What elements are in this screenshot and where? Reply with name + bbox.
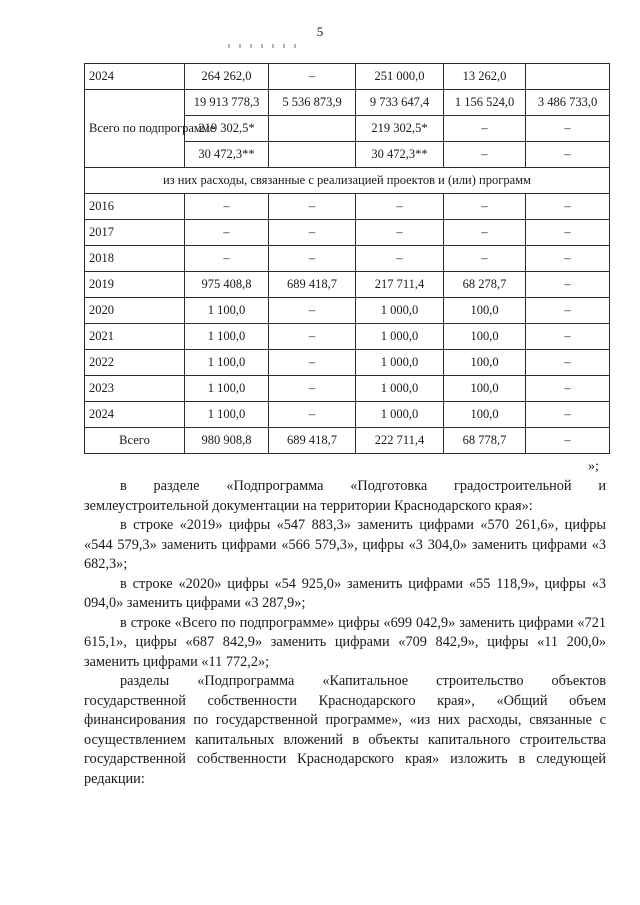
table-cell: 68 278,7	[444, 272, 526, 298]
table-cell: –	[526, 272, 610, 298]
table-cell: –	[185, 220, 269, 246]
projects-total-label: Всего	[85, 428, 185, 454]
table-row-2024	[85, 64, 610, 90]
table-cell: 30 472,3**	[356, 142, 444, 168]
table-cell: 100,0	[444, 350, 526, 376]
table-row	[85, 246, 610, 272]
table-cell: –	[526, 350, 610, 376]
total-row-main	[85, 90, 610, 116]
table-cell: –	[269, 324, 356, 350]
table-cell: 100,0	[444, 402, 526, 428]
table-cell: 1 100,0	[185, 350, 269, 376]
table-cell: –	[356, 194, 444, 220]
table-cell: –	[526, 428, 610, 454]
table-cell: –	[526, 194, 610, 220]
table-cell: 1 156 524,0	[444, 90, 526, 116]
table-cell: –	[526, 142, 610, 168]
table-cell: 1 100,0	[185, 376, 269, 402]
table-cell: –	[444, 194, 526, 220]
table-cell: 689 418,7	[269, 428, 356, 454]
year-cell: 2016	[85, 194, 185, 220]
paragraph: в строке «2020» цифры «54 925,0» заменить цифрами «55 118,9», цифры «3 094,0» заменить цифрами «3 287,9»;	[84, 575, 606, 611]
table-row	[85, 298, 610, 324]
table-cell: 1 000,0	[356, 376, 444, 402]
table-cell: –	[444, 246, 526, 272]
table-cell: –	[269, 298, 356, 324]
table-cell: 5 536 873,9	[269, 90, 356, 116]
table-cell: 1 000,0	[356, 402, 444, 428]
table-cell: 100,0	[444, 324, 526, 350]
table-cell: –	[526, 298, 610, 324]
table-cell: 219 302,5*	[185, 116, 269, 142]
table-cell: 1 100,0	[185, 324, 269, 350]
table-cell: –	[526, 402, 610, 428]
table-cell: 1 100,0	[185, 402, 269, 428]
total-subprogram-label: Всего по подпрограмме	[85, 90, 185, 168]
table-cell: 264 262,0	[185, 64, 269, 90]
section-title: из них расходы, связанные с реализацией проектов и (или) программ	[85, 168, 610, 194]
table-cell	[269, 142, 356, 168]
table-cell: –	[269, 246, 356, 272]
table-cell: –	[526, 246, 610, 272]
table-cell: 68 778,7	[444, 428, 526, 454]
table-cell: 9 733 647,4	[356, 90, 444, 116]
table-cell: 1 100,0	[185, 298, 269, 324]
table-cell: –	[526, 376, 610, 402]
table-cell: –	[269, 350, 356, 376]
amendment-text	[84, 477, 606, 789]
table-cell: –	[444, 220, 526, 246]
section-header-row	[85, 168, 610, 194]
table-cell	[269, 116, 356, 142]
year-cell: 2018	[85, 246, 185, 272]
paragraph: в разделе «Подпрограмма «Подготовка градостроительной и землеустроительной документации на территории Краснодарского края»:	[84, 478, 606, 514]
table-cell: 100,0	[444, 298, 526, 324]
table-cell: –	[269, 402, 356, 428]
year-cell: 2022	[85, 350, 185, 376]
year-cell: 2017	[85, 220, 185, 246]
scan-artifact	[228, 44, 298, 48]
table-row	[85, 376, 610, 402]
table-cell: 13 262,0	[444, 64, 526, 90]
table-row	[85, 324, 610, 350]
paragraph: в строке «Всего по подпрограмме» цифры «699 042,9» заменить цифрами «721 615,1», цифры «687 842,9» заменить цифрами «709 842,9», цифры «11 200,0» заменить цифрами «11 772,2»;	[84, 614, 606, 670]
table-cell: –	[526, 116, 610, 142]
table-row	[85, 272, 610, 298]
financing-table	[84, 63, 610, 454]
year-cell: 2021	[85, 324, 185, 350]
closing-quote-mark: »;	[588, 459, 599, 474]
year-cell: 2019	[85, 272, 185, 298]
year-cell: 2020	[85, 298, 185, 324]
table-cell: 19 913 778,3	[185, 90, 269, 116]
year-cell: 2023	[85, 376, 185, 402]
year-cell: 2024	[85, 402, 185, 428]
table-cell: 1 000,0	[356, 324, 444, 350]
table-cell: 222 711,4	[356, 428, 444, 454]
table-cell: –	[185, 246, 269, 272]
table-cell: 975 408,8	[185, 272, 269, 298]
table-cell: 1 000,0	[356, 350, 444, 376]
table-cell: 30 472,3**	[185, 142, 269, 168]
year-cell: 2024	[85, 64, 185, 90]
table-cell: –	[185, 194, 269, 220]
table-row	[85, 220, 610, 246]
table-cell: 219 302,5*	[356, 116, 444, 142]
table-cell: 689 418,7	[269, 272, 356, 298]
table-cell: –	[526, 220, 610, 246]
table-cell: –	[269, 64, 356, 90]
table-cell: –	[526, 324, 610, 350]
table-cell: –	[444, 142, 526, 168]
projects-total-row	[85, 428, 610, 454]
table-cell: –	[269, 376, 356, 402]
paragraph: разделы «Подпрограмма «Капитальное строительство объектов государственной собственности Краснодарского края», «Общий объем финансирования по государственной программе», «из них расходы, связанные с осуществлением капитальных вложений в объекты капитального строительства государственной собственности Краснодарского края» изложить в следующей редакции:	[84, 673, 606, 787]
table-cell: 1 000,0	[356, 298, 444, 324]
table-cell: 100,0	[444, 376, 526, 402]
table-cell: –	[356, 246, 444, 272]
table-cell: 217 711,4	[356, 272, 444, 298]
table-cell: 251 000,0	[356, 64, 444, 90]
table-row	[85, 350, 610, 376]
table-cell: –	[444, 116, 526, 142]
paragraph: в строке «2019» цифры «547 883,3» заменить цифрами «570 261,6», цифры «544 579,3» заменить цифрами «566 579,3», цифры «3 304,0» заменить цифрами «3 682,3»;	[84, 517, 606, 572]
table-cell: 980 908,8	[185, 428, 269, 454]
table-cell: –	[269, 220, 356, 246]
table-row	[85, 402, 610, 428]
page-number: 5	[316, 24, 324, 39]
table-cell: –	[269, 194, 356, 220]
table-row	[85, 194, 610, 220]
table-cell: 3 486 733,0	[526, 90, 610, 116]
table-cell: –	[356, 220, 444, 246]
table-cell	[526, 64, 610, 90]
